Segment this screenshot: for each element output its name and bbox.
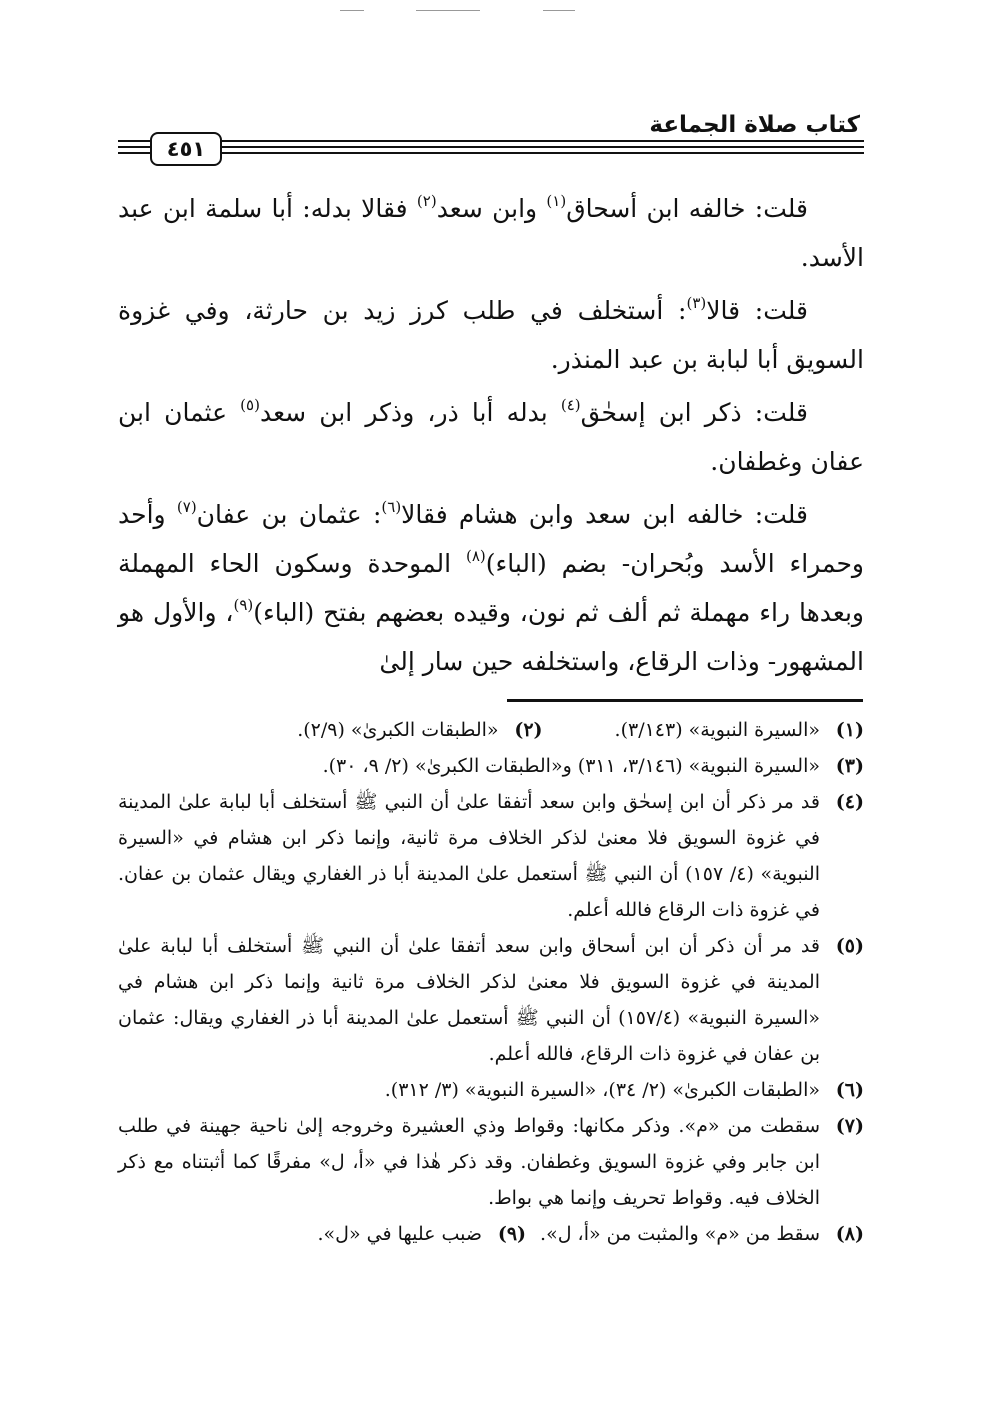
footnote-8 — [540, 1216, 864, 1252]
footnote-5 — [118, 928, 864, 1072]
footnote-row — [118, 1216, 864, 1252]
scan-mark — [340, 10, 364, 11]
footnote-number: (٦) — [835, 1079, 864, 1101]
header-rule — [118, 152, 864, 154]
footnote-4 — [118, 784, 864, 928]
footnote-number: (٨) — [835, 1223, 864, 1245]
text-run: : عثمان بن عفان — [196, 500, 382, 529]
footnote-9 — [317, 1216, 526, 1252]
footnote-number: (١) — [835, 719, 864, 741]
footnote-number: (٤) — [835, 791, 864, 813]
text-run: قلت: ذكر ابن إسحٰق — [580, 398, 809, 427]
footnote-ref: (٣) — [686, 294, 707, 312]
header-rule — [118, 146, 864, 148]
footnote-text: «السيرة النبوية» (٣/١٤٦، ٣١١) و«الطبقات الكبرىٰ» (٢/ ٩، ٣٠). — [322, 755, 820, 777]
text-run: بدله أبا ذر، وذكر ابن سعد — [259, 398, 561, 427]
text-run: ، والأول هو المشهور- وذات الرقاع، واستخلفه حين سار إلىٰ — [118, 598, 864, 676]
main-text — [118, 184, 864, 690]
page-number: ٤٥١ — [150, 132, 222, 166]
footnote-ref: (٦) — [381, 498, 402, 516]
footnote-text: «الطبقات الكبرىٰ» (٢/ ٣٤)، «السيرة النبوية» (٣/ ٣١٢). — [384, 1079, 820, 1101]
body-paragraph — [118, 388, 864, 486]
footnote-number: (٣) — [835, 755, 864, 777]
running-title: كتاب صلاة الجماعة — [649, 112, 860, 138]
text-run: فقالا بدله: أبا سلمة ابن عبد الأسد. — [118, 194, 864, 272]
text-run: قلت: خالفه ابن سعد وابن هشام فقالا — [401, 500, 808, 529]
footnote-ref: (٩) — [233, 596, 254, 614]
footnote-text: قد مر ذكر أن ابن إسحٰق وابن سعد أتفقا علىٰ أن النبي ﷺ أستخلف أبا لبابة علىٰ المدينة في غزوة السويق فلا معنىٰ لذكر الخلاف مرة ثانية، وإنما ذكر ابن هشام في «السيرة النبوية» (٤/ ١٥٧) أن النبي ﷺ أستعمل علىٰ المدينة أبا ذر الغفاري ويقال عثمان بن عفان. في غزوة ذات الرقاع فالله أعلم. — [118, 791, 820, 921]
footnote-ref: (٧) — [176, 498, 197, 516]
body-paragraph — [118, 490, 864, 686]
footnote-row — [118, 712, 864, 748]
text-run: عثمان ابن عفان وغطفان. — [118, 398, 864, 476]
text-run: قلت: خالفه ابن أسحاق — [566, 194, 809, 223]
footnote-text: «السيرة النبوية» (٣/١٤٣). — [614, 719, 820, 741]
footnote-number: (٢) — [514, 719, 543, 741]
footnote-6 — [118, 1072, 864, 1108]
footnote-ref: (١) — [546, 192, 567, 210]
footnote-ref: (٤) — [560, 396, 581, 414]
footnote-text: «الطبقات الكبرىٰ» (٢/٩). — [297, 719, 499, 741]
footnote-number: (٧) — [835, 1115, 864, 1137]
footnote-text: قد مر أن ذكر أن ابن أسحاق وابن سعد أتفقا علىٰ أن النبي ﷺ أستخلف أبا لبابة علىٰ المدينة في غزوة السويق فلا معنىٰ لذكر الخلاف مرة ثانية وإنما ذكر ابن هشام في «السيرة النبوية» (١٥٧/٤) أن النبي ﷺ أستعمل علىٰ المدينة أبا ذر الغفاري ويقال: عثمان بن عفان في غزوة ذات الرقاع، فالله أعلم. — [118, 935, 820, 1065]
text-run: الموحدة وسكون الحاء المهملة وبعدها راء مهملة ثم ألف ثم نون، وقيده بعضهم بفتح (الباء) — [118, 549, 864, 627]
footnote-3 — [118, 748, 864, 784]
body-paragraph — [118, 286, 864, 384]
footnote-1 — [615, 712, 864, 748]
footnotes — [118, 712, 864, 1252]
text-run: وابن سعد — [436, 194, 547, 223]
scan-mark — [543, 10, 575, 11]
footnote-ref: (٥) — [240, 396, 260, 414]
footnote-text: سقطت من «م». وذكر مكانها: وقواط وذي العشيرة وخروجه إلىٰ ناحية جهينة في طلب ابن جابر وفي غزوة السويق وغطفان. وقد ذكر هٰذا في «أ، ل» مفرقًا كما أثبتناه مع ذكر الخلاف فيه. وقواط تحريف وإنما هي بواط. — [118, 1115, 820, 1209]
footnote-2 — [297, 712, 542, 748]
footnote-number: (٥) — [835, 935, 864, 957]
footnote-divider — [507, 699, 863, 702]
text-run: : أستخلف في طلب كرز زيد بن حارثة، وفي غزوة السويق أبا لبابة بن عبد المنذر. — [118, 296, 864, 374]
footnote-7 — [118, 1108, 864, 1216]
body-paragraph — [118, 184, 864, 282]
footnote-ref: (٨) — [465, 547, 486, 565]
text-run: وأحد وحمراء الأسد وبُحران- بضم (الباء) — [118, 500, 864, 578]
footnote-ref: (٢) — [416, 192, 437, 210]
header-rule — [118, 140, 864, 142]
text-run: قلت: قالا — [706, 296, 808, 325]
footnote-text: ضبب عليها في «ل». — [317, 1223, 483, 1245]
footnote-number: (٩) — [497, 1223, 527, 1245]
footnote-text: سقط من «م» والمثبت من «أ، ل». — [540, 1223, 820, 1245]
scan-mark — [416, 10, 480, 11]
